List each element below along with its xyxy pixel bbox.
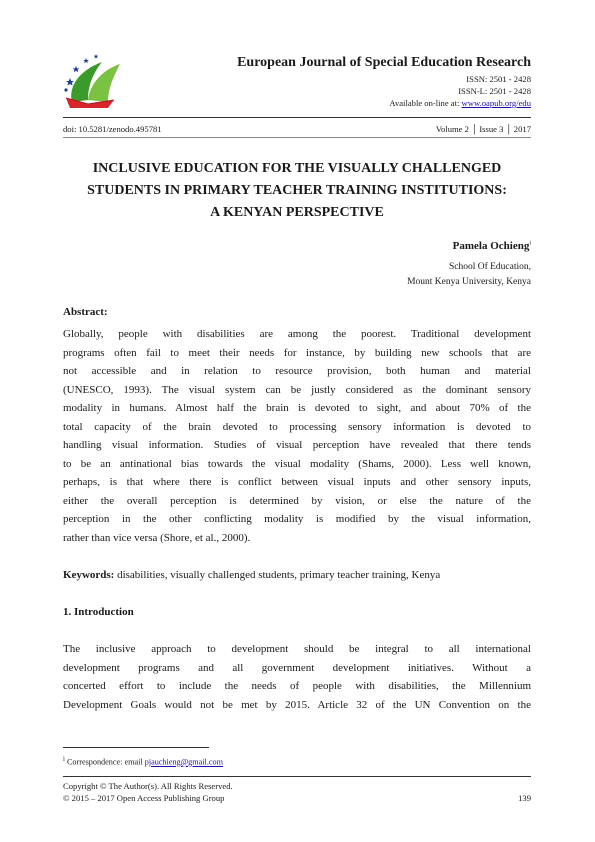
footnote-text: Correspondence: email [64,757,145,767]
volume-issue: Volume 2 │ Issue 3 │ 2017 [435,124,531,134]
title-line: STUDENTS IN PRIMARY TEACHER TRAINING INSTITUTIONS: [87,183,507,198]
copyright: Copyright © The Author(s). All Rights Reserved. [63,781,233,791]
abstract-heading: Abstract: [63,306,108,318]
abstract-line: either the overall perception is determined by vision, or else the nature of the [63,494,531,507]
footnote-rule [63,747,209,748]
abstract-line: to be an antinational bias towards the visual modality (Shams, 2000). Less well known, [63,457,531,470]
abstract-line: not accessible and in relation to resource provision, both human and material [63,365,531,377]
intro-line: concerted effort to include the needs of people with disabilities, the Millennium [63,680,531,692]
intro-line: Development Goals would not be met by 2015. Article 32 of the UN Convention on the [63,698,531,711]
abstract-body [63,325,531,547]
abstract-line: rather than vice versa (Shore, et al., 2000). [63,531,251,544]
abstract-line: perhaps, is that where there is conflict between visual inputs and other sensory inputs, [63,476,531,488]
keywords-label: Keywords: [63,569,115,581]
author-footnote-mark: i [529,240,531,247]
author-name-text: Pamela Ochieng [452,240,530,252]
footnote [63,756,223,767]
abstract-line: programs often fail to meet their needs for instance, by building new schools that are [63,346,531,359]
doi-rule [63,137,531,138]
header-rule [63,117,531,118]
title-line: INCLUSIVE EDUCATION FOR THE VISUALLY CHALLENGED [92,161,502,176]
page-number: 139 [518,793,531,803]
online-availability [389,98,531,108]
publisher-line: © 2015 – 2017 Open Access Publishing Group [63,793,225,803]
title-line: A KENYAN PERSPECTIVE [210,205,384,220]
correspondence-email-link[interactable]: pjauchieng@gmail.com [144,757,223,767]
article-title [63,158,531,224]
journal-url-link[interactable]: www.oapub.org/edu [461,98,531,108]
footnote-mark: i [63,756,65,763]
introduction-body [63,640,531,714]
keywords [63,569,440,581]
affiliation-line: School Of Education, [448,262,531,272]
intro-line: The inclusive approach to development should be integral to all international [63,643,531,655]
footer-rule [63,776,531,777]
abstract-line: perception in the other conflicting modality is modified by the visual information, [63,513,531,525]
abstract-line: (UNESCO, 1993). The visual system can be justly considered as the dominant sensory [63,383,531,396]
keywords-text: disabilities, visually challenged students, primary teacher training, Kenya [114,569,441,581]
abstract-line: modality in humans. Almost half the brain is devoted to sight, and about 70% of the [63,402,531,414]
abstract-line: Globally, people with disabilities are among the poorest. Traditional development [63,328,531,340]
author-name [453,240,531,252]
introduction-heading: 1. Introduction [63,606,134,618]
issn: ISSN: 2501 - 2428 [466,74,531,84]
doi: doi: 10.5281/zenodo.495781 [63,124,162,134]
issn-l: ISSN-L: 2501 - 2428 [458,86,531,96]
intro-line: development programs and all government development initiatives. Without a [63,661,531,674]
online-prefix: Available on-line at: [389,98,462,108]
abstract-line: total capacity of the brain devoted to processing sensory information is devoted to [63,420,531,433]
abstract-line: handling visual information. Studies of visual perception have revealed that there tends [63,439,531,451]
journal-title: European Journal of Special Education Research [237,55,531,70]
affiliation-line: Mount Kenya University, Kenya [407,277,531,287]
journal-logo-icon [58,48,128,110]
